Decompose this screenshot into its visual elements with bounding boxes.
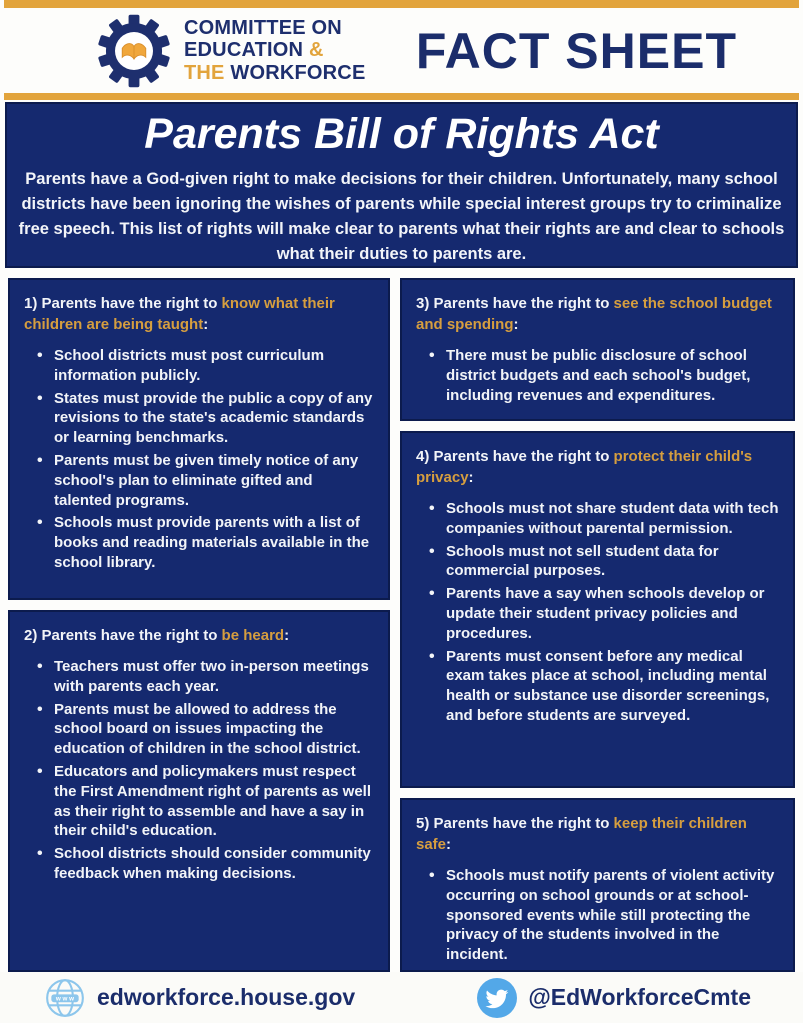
header: [0, 8, 803, 93]
list-item: • Schools must provide parents with a list of books and reading materials available in the school library.: [54, 513, 374, 572]
list-item: • Schools must notify parents of violent activity occurring on school grounds or at school-sponsored events while still protecting the privacy of the students involved in the incident.: [446, 866, 779, 965]
rights-section-4: [400, 431, 795, 788]
rights-section-2: [8, 610, 390, 972]
section-2-highlight: be heard: [221, 627, 285, 644]
list-item: • Parents must be given timely notice of any school's plan to eliminate gifted and talented programs.: [54, 451, 374, 510]
fact-sheet-title: FACT SHEET: [415, 22, 737, 79]
title-banner: [5, 102, 798, 268]
section-5-bullet-list: [416, 866, 779, 965]
section-2-colon: :: [284, 627, 290, 644]
committee-logo: [96, 13, 366, 89]
twitter-icon: [477, 978, 517, 1018]
rights-section-1: [8, 278, 390, 600]
logo-line3: WORKFORCE: [224, 61, 366, 84]
section-1-bullet-list: [24, 346, 374, 573]
section-5-heading: [416, 813, 779, 855]
section-1-colon: :: [203, 316, 209, 333]
left-column: [8, 278, 390, 972]
section-2-heading: [24, 625, 374, 646]
twitter-link[interactable]: [477, 978, 751, 1018]
section-2-bullet-list: [24, 657, 374, 884]
committee-logo-text: [184, 17, 366, 84]
section-5-prefix: 5) Parents have the right to: [416, 815, 614, 832]
svg-text:w w w: w w w: [55, 995, 75, 1003]
section-5-colon: :: [446, 836, 452, 853]
footer: [0, 972, 803, 1023]
content-columns: [8, 278, 795, 972]
list-item: • Parents must be allowed to address the school board on issues impacting the education of children in the school district.: [54, 700, 374, 759]
section-4-colon: :: [468, 469, 474, 486]
section-3-prefix: 3) Parents have the right to: [416, 295, 614, 312]
section-2-prefix: 2) Parents have the right to: [24, 627, 222, 644]
gold-divider: [4, 93, 799, 100]
list-item: • Parents have a say when schools develop or update their student privacy policies and procedures.: [446, 584, 779, 643]
list-item: • States must provide the public a copy of any revisions to the state's academic standards or learning benchmarks.: [54, 389, 374, 448]
section-4-highlight: protect their child's privacy: [416, 448, 753, 486]
section-1-heading: [24, 293, 374, 335]
page-title: Parents Bill of Rights Act: [144, 110, 659, 158]
list-item: • Schools must not share student data with tech companies without parental permission.: [446, 499, 779, 539]
list-item: • There must be public disclosure of school district budgets and each school's budget, including revenues and expenditures.: [446, 346, 779, 405]
section-5-highlight: keep their children safe: [416, 815, 747, 853]
rights-section-5: [400, 798, 795, 972]
section-3-heading: [416, 293, 779, 335]
right-column: [400, 278, 795, 972]
section-3-highlight: see the school budget and spending: [416, 295, 772, 333]
gear-book-logo-icon: [96, 13, 172, 89]
top-gold-strip: [4, 0, 799, 8]
logo-the: THE: [184, 61, 225, 84]
list-item: • School districts should consider community feedback when making decisions.: [54, 844, 374, 884]
section-1-prefix: 1) Parents have the right to: [24, 295, 222, 312]
logo-line2: EDUCATION: [184, 39, 309, 62]
section-3-bullet-list: [416, 346, 779, 405]
section-4-bullet-list: [416, 499, 779, 726]
list-item: • Teachers must offer two in-person meetings with parents each year.: [54, 657, 374, 697]
list-item: • Schools must not sell student data for commercial purposes.: [446, 542, 779, 582]
list-item: • Parents must consent before any medical exam takes place at school, including mental health or substance use disorder screenings, and before students are surveyed.: [446, 647, 779, 726]
globe-icon: [44, 977, 86, 1019]
website-url[interactable]: edworkforce.house.gov: [97, 984, 356, 1010]
rights-section-3: [400, 278, 795, 421]
list-item: • Educators and policymakers must respect the First Amendment right of parents as well as their right to assemble and have a say in their child's education.: [54, 762, 374, 841]
list-item: • School districts must post curriculum information publicly.: [54, 346, 374, 386]
section-3-colon: :: [513, 316, 519, 333]
section-4-prefix: 4) Parents have the right to: [416, 448, 614, 465]
website-link[interactable]: [44, 977, 355, 1019]
twitter-handle[interactable]: @EdWorkforceCmte: [528, 984, 751, 1010]
logo-line1: COMMITTEE ON: [184, 16, 342, 39]
section-1-highlight: know what their children are being taught: [24, 295, 335, 333]
section-4-heading: [416, 446, 779, 488]
logo-ampersand: &: [308, 39, 324, 62]
intro-paragraph: Parents have a God-given right to make decisions for their children. Unfortunately, many school districts have been ignoring the wishes of parents while special interest groups try to criminalize free speech. This list of rights will make clear to parents what their rights are and clear to schools what their duties to parents are.: [18, 170, 785, 263]
